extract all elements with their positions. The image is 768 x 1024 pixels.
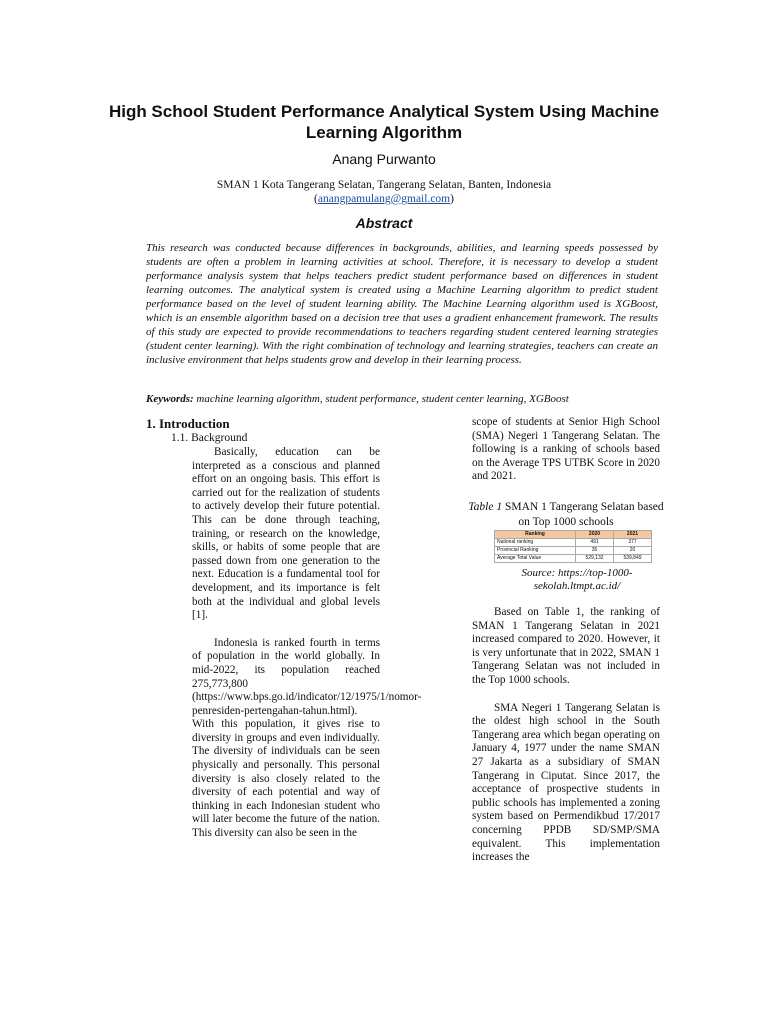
left-column [192,446,422,855]
table-cell: 491 [576,539,614,547]
table-header-cell: 2020 [576,531,614,539]
table-caption [468,500,664,530]
table-row [495,547,652,555]
table-cell: Average Total Value [495,555,576,563]
paper-title: High School Student Performance Analytical System Using Machine Learning Algorithm [108,102,660,142]
table-source: Source: https://top-1000-sekolah.ltmpt.ac.id/ [521,567,633,592]
paragraph: Indonesia is ranked fourth in terms of population in the world globally. In mid-2022, its population reached 275,773,800 (https://www.bps.go.id/indicator/12/1975/1/nomor-penresiden-pertengahan-tahun.html). With this population, it gives rise to diversity in groups and even individually. The diversity of individuals can be seen physically and personally. This personal diversity is also closely related to the diversity of each potential and way of thinking in each Indonesian student who will later become the future of the nation. This diversity can also be seen in the [192,636,422,840]
section-title: 1. Introduction [146,416,230,431]
abstract-text: This research was conducted because differences in backgrounds, abilities, and learning speeds possessed by students are often a problem in learning activities at school. Therefore, it is necessary to develop a student performance analysis system that helps teachers predict student performance based on differences in student learning outcomes. The analytical system is created using a Machine Learning algorithm to predict student performance based on the level of student learning ability. The Machine Learning algorithm used is XGBoost, which is an ensemble algorithm based on a decision tree that uses a gradient enhancement framework. The results of this study are expected to provide recommendations to teachers regarding student centered learning strategies (student center learning). With the right combination of technology and learning strategies, teachers can create an inclusive environment that helps students grow and develop in their learning process. [146,242,658,366]
table-header-row [495,531,652,539]
table-cell: 529,132 [576,555,614,563]
author-name: Anang Purwanto [332,151,436,167]
ranking-table [494,530,652,563]
paragraph: scope of students at Senior High School (SMA) Negeri 1 Tangerang Selatan. The following is a ranking of schools based on the Average TPS UTBK Score in 2020 and 2021. [472,416,660,483]
keywords-label: Keywords: [146,393,194,405]
abstract-heading: Abstract [355,215,413,231]
affiliation-block [0,178,768,206]
right-column-top [472,416,660,498]
table-caption-label: Table 1 [468,501,503,513]
keywords [146,392,658,406]
subsection-title: 1.1. Background [171,432,248,444]
table-caption-text: SMAN 1 Tangerang Selatan based on Top 1000 schools [504,501,664,528]
table-cell: 377 [613,539,651,547]
table-row [495,555,652,563]
table-cell: 20 [613,547,651,555]
affiliation: SMAN 1 Kota Tangerang Selatan, Tangerang Selatan, Banten, Indonesia [216,179,552,191]
table-cell: National ranking [495,539,576,547]
paragraph: Based on Table 1, the ranking of SMAN 1 Tangerang Selatan in 2021 increased compared to 2020. However, it is very unfortunate that in 2022, SMAN 1 Tangerang Selatan was not included in the Top 1000 schools. [472,606,660,686]
email-link[interactable]: anangpamulang@gmail.com [317,193,451,205]
table-row [495,539,652,547]
table-header-cell: Ranking [495,531,576,539]
paragraph: Basically, education can be interpreted as a conscious and planned effort on an ongoing basis. This effort is carried out for the realization of students to actively develop their future potential. This can be done through teaching, training, or research on the knowledge, skills, or habits of some people that are passed down from one generation to the next. Education is a fundamental tool for development, and its importance is felt both at the individual and global levels [1]. [192,446,380,622]
table-cell: 35 [576,547,614,555]
table-cell: 539,849 [613,555,651,563]
table-cell: Provincial Ranking [495,547,576,555]
table-header-cell: 2021 [613,531,651,539]
right-column-bottom [472,606,660,879]
keywords-text: machine learning algorithm, student performance, student center learning, XGBoost [196,393,569,405]
email-line: (anangpamulang@gmail.com) [314,193,454,205]
paragraph: SMA Negeri 1 Tangerang Selatan is the oldest high school in the South Tangerang area which began operating on January 4, 1977 under the name SMAN 27 Jakarta as a subsidiary of SMAN Tangerang in Ciputat. Since 2017, the acceptance of prospective students in public schools has implemented a zoning system based on Permendikbud 17/2017 concerning PPDB SD/SMP/SMA equivalent. This implementation increases the [472,701,660,864]
